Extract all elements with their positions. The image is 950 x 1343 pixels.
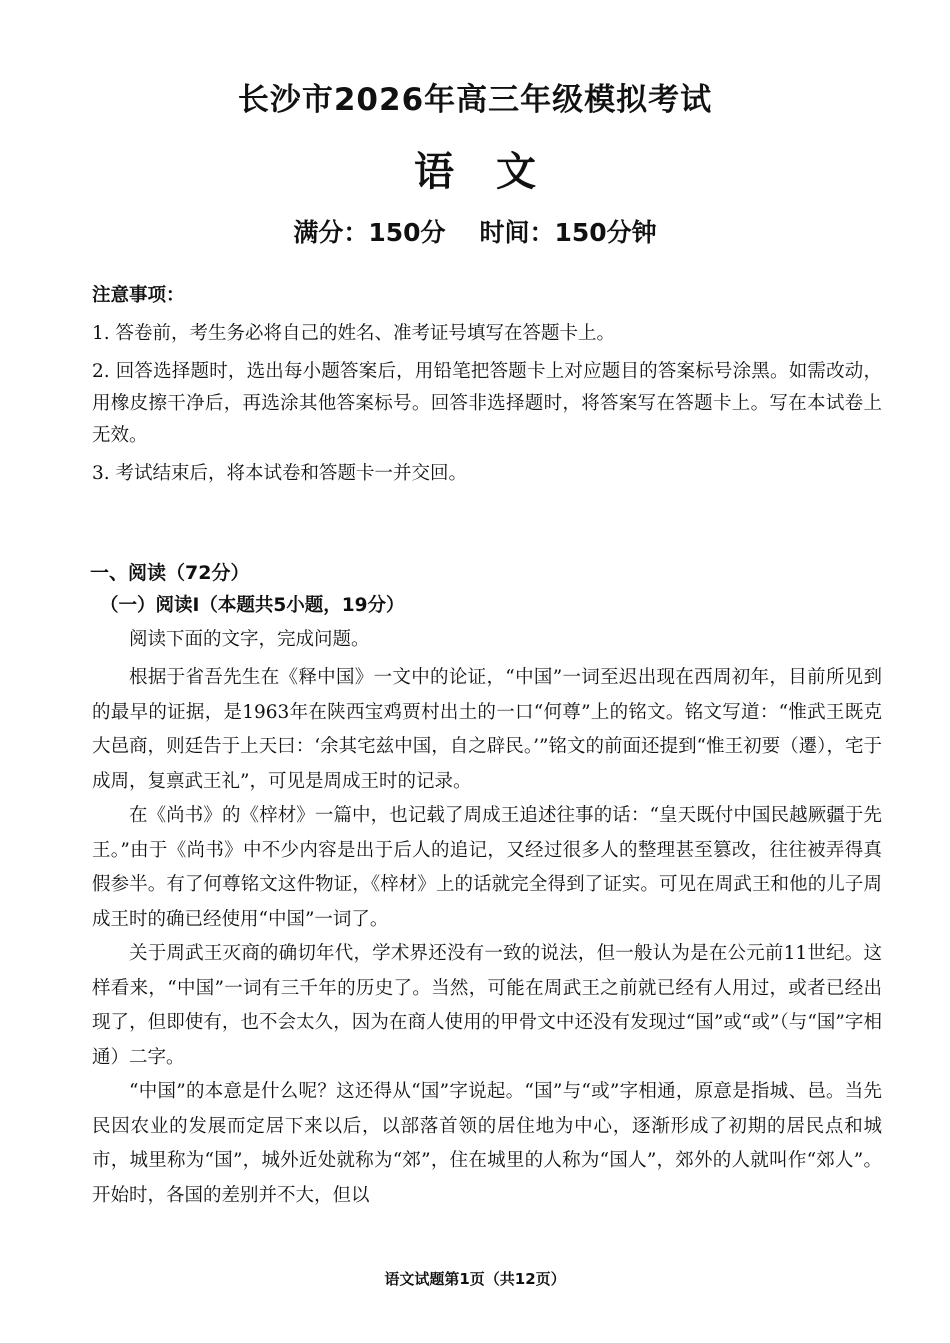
- subject-char: 文: [496, 149, 536, 195]
- page-footer: 语文试题第1页（共12页）: [384, 1270, 566, 1288]
- full-score: 满分：150分: [293, 218, 446, 247]
- notice-block: [92, 280, 882, 496]
- exam-time: 时间：150分钟: [479, 218, 657, 247]
- exam-title: 长沙市2026年高三年级模拟考试: [237, 82, 713, 118]
- subject-title: [0, 140, 950, 197]
- subsection-heading: （一）阅读Ⅰ（本题共5小题，19分）: [100, 595, 405, 616]
- subject-char: 语: [414, 149, 454, 195]
- reading-section: [92, 558, 882, 1213]
- notice-item: 3. 考试结束后，将本试卷和答题卡一并交回。: [92, 463, 468, 484]
- notice-heading: 注意事项：: [92, 285, 185, 306]
- passage-paragraph: “中国”的本意是什么呢？这还得从“国”字说起。“国”与“或”字相通，原意是指城、邑。当先民因农业的发展而定居下来以后，以部落首领的居住地为中心，逐渐形成了初期的居民点和城市，城里称为“国”，城外近处就称为“郊”，住在城里的人称为“国人”，郊外的人就叫作“郊人”。开始时，各国的差别并不大，但以: [92, 1081, 882, 1206]
- passage-paragraph: 根据于省吾先生在《释中国》一文中的论证，“中国”一词至迟出现在西周初年，目前所见到的最早的证据，是1963年在陕西宝鸡贾村出土的一口“何尊”上的铭文。铭文写道：“惟武王既克大邑商，则廷告于上天曰：‘余其宅兹中国，自之辟民。’”铭文的前面还提到“惟王初要（遷），宅于成周，复禀武王礼”，可见是周成王时的记录。: [92, 667, 882, 792]
- passage-paragraph: 在《尚书》的《梓材》一篇中，也记载了周成王追述往事的话：“皇天既付中国民越厥疆于先王。”由于《尚书》中不少内容是出于后人的追记，又经过很多人的整理甚至篡改，往往被弄得真假参半。有了何尊铭文这件物证，《梓材》上的话就完全得到了证实。可见在周武王和他的儿子周成王时的确已经使用“中国”一词了。: [92, 805, 882, 930]
- reading-instruction: 阅读下面的文字，完成问题。: [129, 629, 370, 650]
- score-time-line: [0, 213, 950, 249]
- notice-item: 2. 回答选择题时，选出每小题答案后，用铅笔把答题卡上对应题目的答案标号涂黑。如需改动，用橡皮擦干净后，再选涂其他答案标号。回答非选择题时，将答案写在答题卡上。写在本试卷上无效。: [92, 361, 882, 446]
- passage-paragraph: 关于周武王灭商的确切年代，学术界还没有一致的说法，但一般认为是在公元前11世纪。这样看来，“中国”一词有三千年的历史了。当然，可能在周武王之前就已经有人用过，或者已经出现了，但即使有，也不会太久，因为在商人使用的甲骨文中还没有发现过“国”或“或”（与“国”字相通）二字。: [92, 943, 882, 1068]
- section-heading: 一、阅读（72分）: [90, 562, 250, 584]
- notice-item: 1. 答卷前，考生务必将自己的姓名、准考证号填写在答题卡上。: [92, 323, 616, 344]
